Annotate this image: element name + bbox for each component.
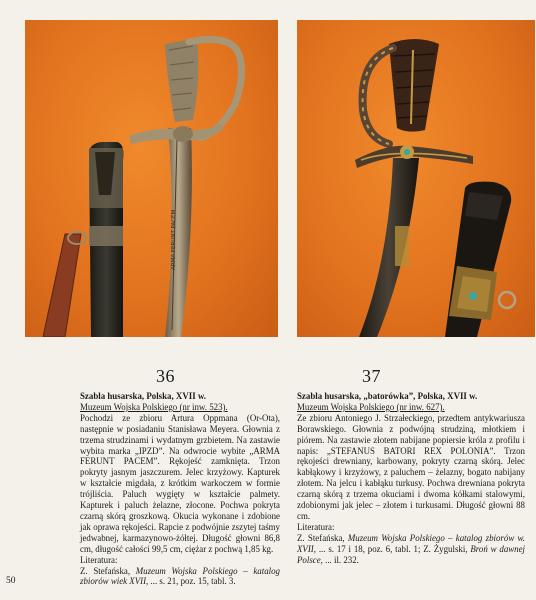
caption-title: Szabla husarska, „batorówka”, Polska, XVII w. bbox=[297, 391, 478, 401]
caption-museum: Muzeum Wojska Polskiego (nr inw. 627). bbox=[297, 401, 445, 412]
caption-title: Szabla husarska, Polska, XVII w. bbox=[80, 391, 207, 401]
literature-heading: Literatura: bbox=[297, 521, 335, 532]
literature-work: Muzeum Wojska Polskiego – katalog zbiorów wiek XVII, bbox=[80, 565, 280, 587]
literature-work: Muzeum Wojska Polskiego – katalog zbiorów w. XVII, bbox=[297, 532, 525, 554]
scabbard-ring bbox=[499, 292, 515, 308]
blade bbox=[165, 128, 192, 337]
catalog-number-36: 36 bbox=[156, 366, 175, 386]
caption-body: Ze zbioru Antoniego J. Strzałeckiego, przedtem antykwariusza Borawskiego. Głownia z podwójną strudziną, młotkiem i piórem. Na zastawie złotem nabijane popiersie króla z profilu i napis: „STEFANUS BATORI REX POLONIA”. Trzon rękojeści drewniany, karbowany, pokryty czarną skórą. Jelec kabłąkowy i krzyżowy, z paluchem – żelazny, bogato nabijany złotem. Na jelcu i kabłąku turkusy. Pochwa drewniana pokryta czarną skórą z trzema okuciami i dwoma kółkami stalowymi, zdobionymi jak jelec – złotem i turkusami. Długość głowni 88 cm. bbox=[297, 412, 525, 521]
literature-entry bbox=[297, 533, 525, 566]
sabre-37-illustration bbox=[297, 20, 535, 337]
gold-portrait bbox=[395, 226, 409, 266]
grip bbox=[389, 39, 439, 132]
strap bbox=[43, 234, 81, 337]
caption-36 bbox=[80, 391, 280, 587]
caption-body: Pochodzi ze zbioru Artura Oppmana (Or-Ota), następnie w posiadaniu Stanisława Meyera. Głownia z trzema strudzinami i wydatnym grzbietem. Na zastawie wybita marka „IPZD”. Na odwrocie wybite „ARMA FERUNT PACEM”. Rękojeść zamknięta. Trzon pokryty jasnym jaszczurem. Jelec krzyżowy. Kapturek w kształcie migdała, z krótkim warkoczem w formie trójliścia. Paluch wygięty w kształcie palmety. Kapturek i paluch żelazne, złocone. Pochwa pokryta czarną skórą groszkową. Okucia wykonane i zdobione jak oprawa rękojeści. Rapcie z podwójnie zszytej taśmy jedwabnej, karmazynowo-żółtej. Długość głowni 86,8 cm, długość całości 99,5 cm, ciężar z pochwą 1,85 kg. bbox=[80, 412, 280, 554]
literature-author: Z. Żygulski, bbox=[423, 543, 468, 554]
caption-37 bbox=[297, 391, 525, 566]
caption-museum: Muzeum Wojska Polskiego (nr inw. 523). bbox=[80, 401, 228, 412]
literature-author: Z. Stefańska, bbox=[297, 532, 345, 543]
photo-sabre-36 bbox=[25, 20, 278, 337]
photo-sabre-37 bbox=[297, 20, 535, 337]
sabre-36-illustration bbox=[25, 20, 278, 337]
literature-reference: ... s. 17 i 18, poz. 6, tabl. 1; bbox=[318, 543, 421, 554]
page-number: 50 bbox=[6, 576, 16, 586]
knuckle-guard bbox=[363, 48, 393, 144]
blade bbox=[359, 158, 419, 337]
blade-inscription: ARMA FERUNT PACEM bbox=[171, 209, 177, 270]
literature-author: Z. Stefańska, bbox=[80, 565, 131, 576]
literature-entry bbox=[80, 566, 280, 588]
literature-reference: ... il. 232. bbox=[325, 554, 359, 565]
literature-work: Broń w dawnej Polsce, bbox=[297, 543, 526, 565]
literature-heading: Literatura: bbox=[80, 554, 118, 565]
catalog-number-37: 37 bbox=[362, 366, 381, 386]
literature-reference: ... s. 21, poz. 15, tabl. 3. bbox=[150, 576, 236, 587]
